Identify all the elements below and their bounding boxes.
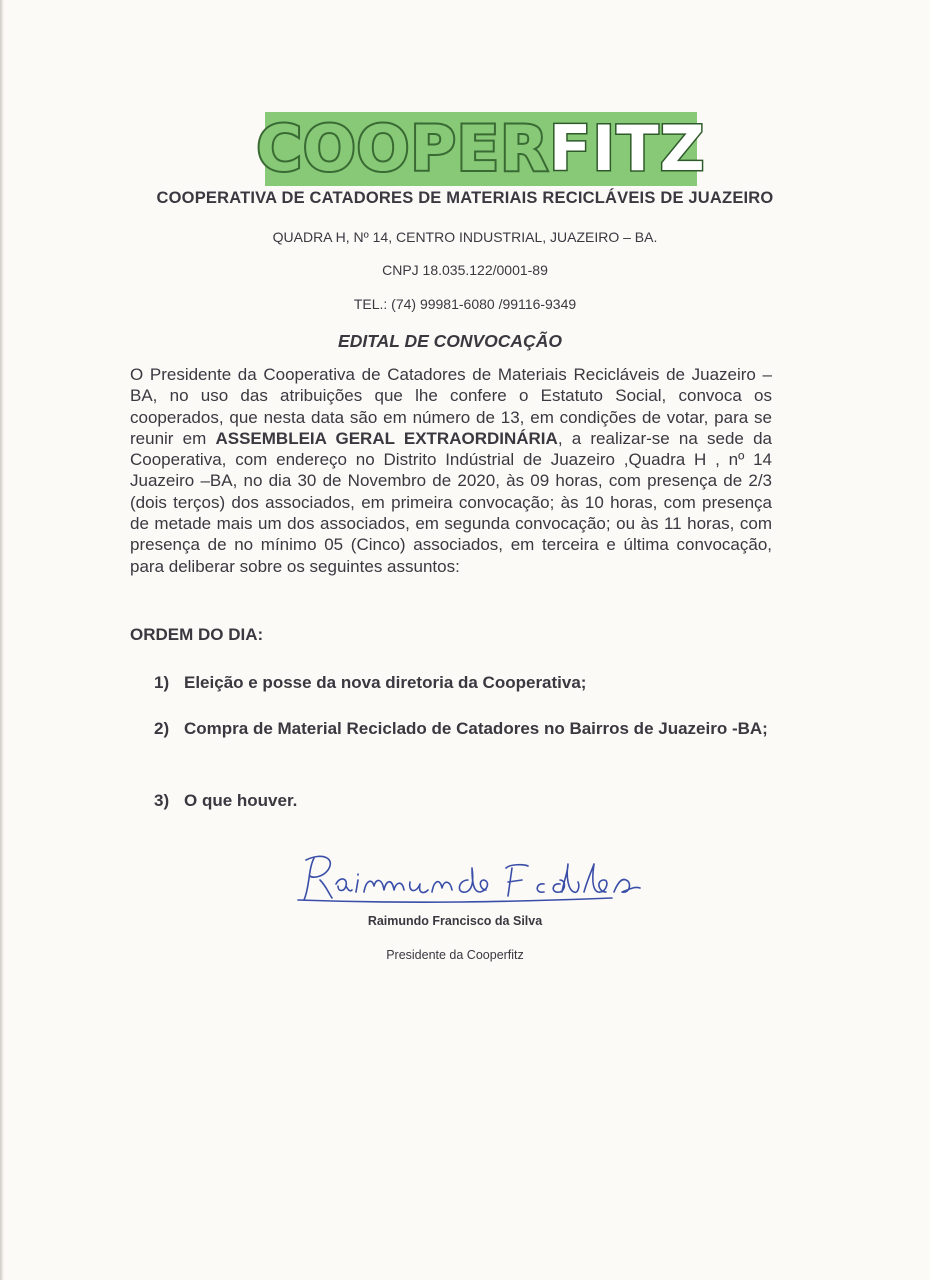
org-name: COOPERATIVA DE CATADORES DE MATERIAIS RECICLÁVEIS DE JUAZEIRO — [156, 189, 774, 207]
body-part-2: , a realizar-se na sede da Cooperativa, com endereço no Distrito Indústrial de Juazeiro ,Quadra H , nº 14 Juazeiro –BA, no dia 30 de Novembro de 2020, às 09 horas, com presença de 2/3 (dois terços) dos associados, em primeira convocação; às 10 horas, com presença de metade mais um dos associados, em segunda convocação; ou às 11 horas, com presença de no mínimo 05 (Cinco) associados, em terceira e última convocação, para deliberar sobre os seguintes assuntos: — [130, 428, 772, 576]
address: QUADRA H, Nº 14, CENTRO INDUSTRIAL, JUAZEIRO – BA. — [272, 229, 658, 245]
signer-role: Presidente da Cooperfitz — [386, 948, 524, 962]
cooperfitz-logo — [256, 112, 706, 186]
agenda-item-number: 2) — [154, 719, 170, 738]
convocation-paragraph — [130, 364, 772, 577]
assembly-emphasis: ASSEMBLEIA GERAL EXTRAORDINÁRIA — [215, 428, 558, 448]
agenda-item-text: O que houver. — [184, 791, 298, 810]
body-part-1: O Presidente da Cooperativa de Catadores de Materiais Recicláveis de Juazeiro –BA, no uso das atribuições que lhe confere o Estatuto Social, convoca os cooperados, que nesta data são em número de 13, em condições de votar, para se reunir em — [130, 365, 772, 448]
agenda-item-number: 1) — [154, 673, 170, 692]
agenda-item — [154, 672, 784, 694]
cnpj: CNPJ 18.035.122/0001-89 — [382, 262, 548, 278]
logo-text-right: FITZ — [548, 112, 706, 185]
agenda-item — [154, 718, 784, 740]
agenda-item-number: 3) — [154, 791, 170, 810]
signer-name: Raimundo Francisco da Silva — [367, 914, 543, 928]
handwritten-signature — [292, 850, 672, 912]
logo-text-left: COOPER — [256, 112, 549, 185]
document-title: EDITAL DE CONVOCAÇÃO — [338, 331, 562, 351]
agenda-heading: ORDEM DO DIA: — [130, 625, 264, 644]
agenda-item — [154, 790, 784, 812]
phone: TEL.: (74) 99981-6080 /99116-9349 — [353, 296, 577, 312]
agenda-item-text: Eleição e posse da nova diretoria da Cooperativa; — [184, 673, 587, 692]
agenda-item-text: Compra de Material Reciclado de Catadores no Bairros de Juazeiro -BA; — [184, 719, 768, 738]
